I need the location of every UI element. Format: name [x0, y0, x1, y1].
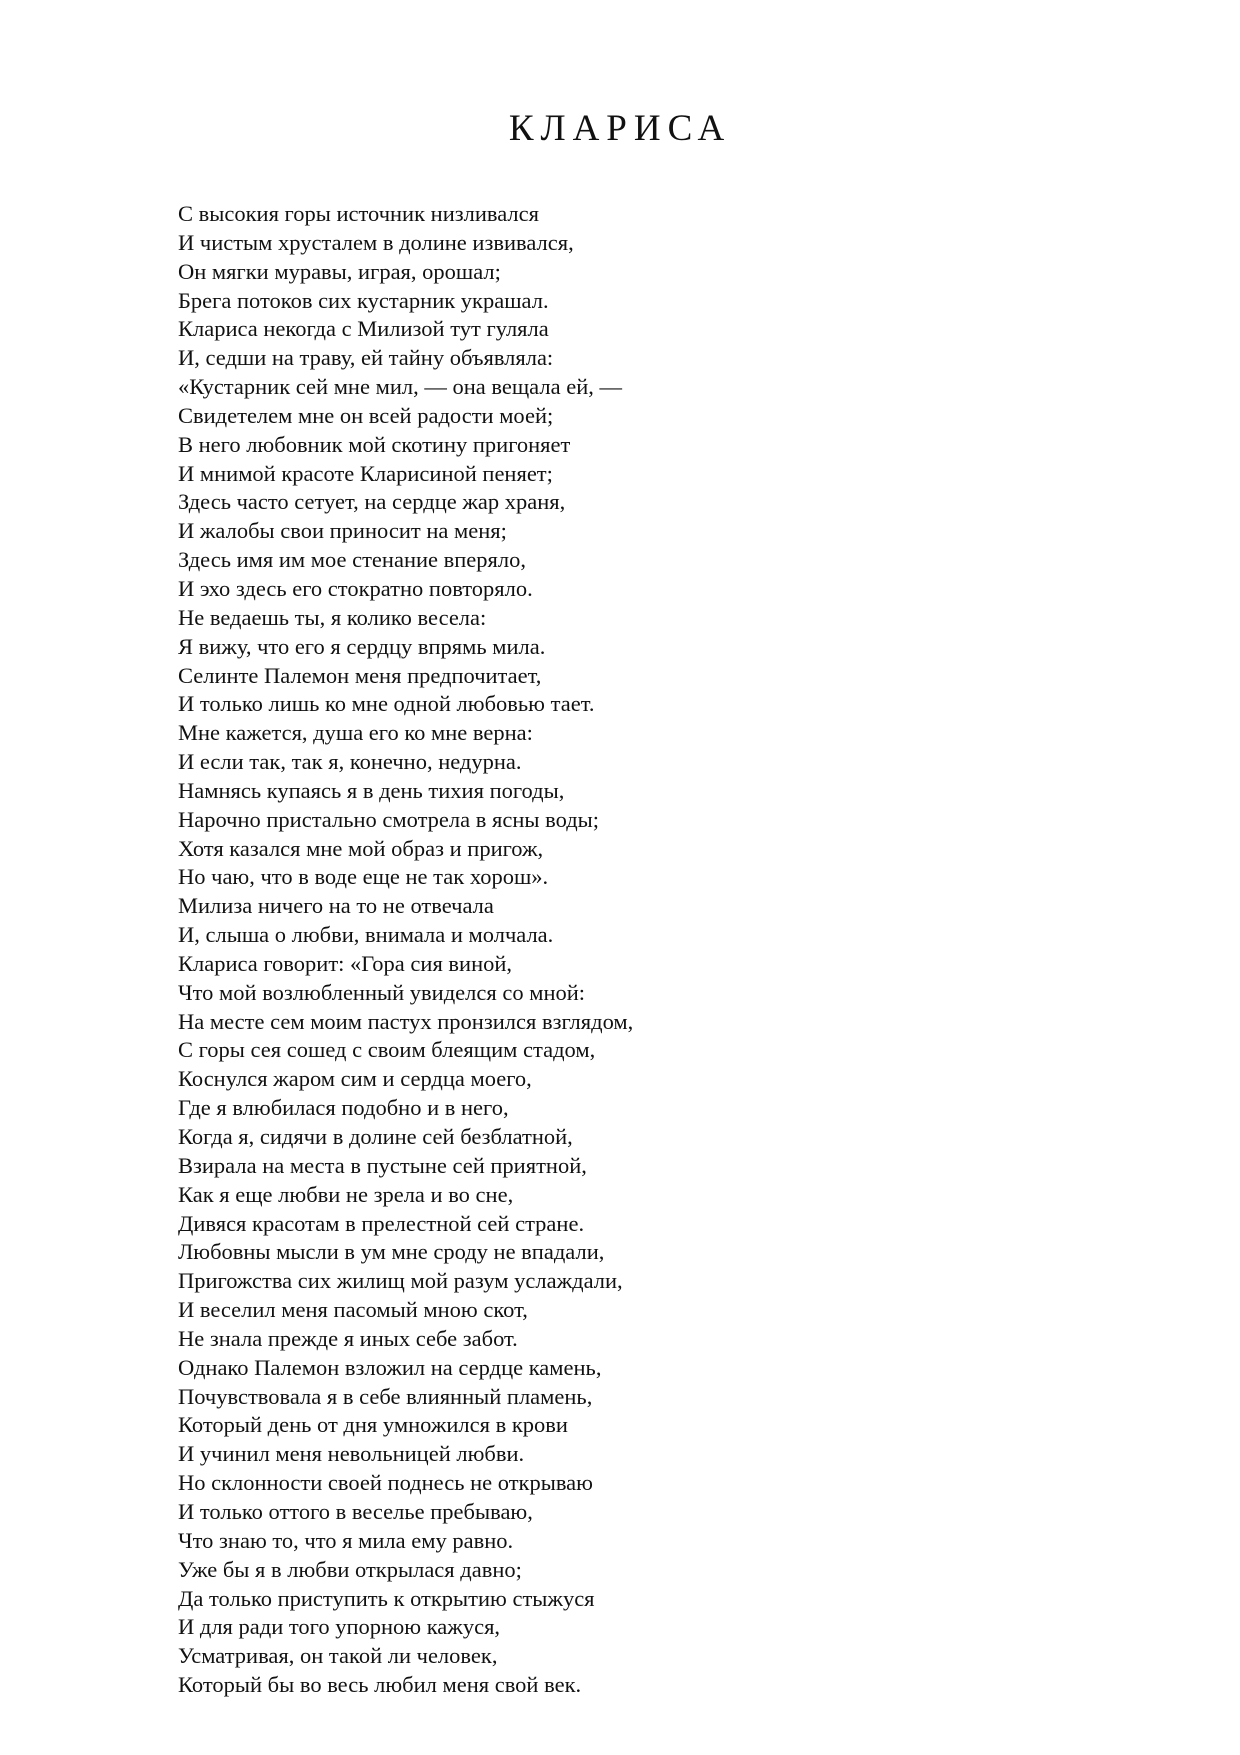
poem-line: Клариса говорит: «Гора сия виной, [178, 950, 513, 976]
poem-line: Что знаю то, что я мила ему равно. [178, 1527, 514, 1553]
poem-line: Намнясь купаясь я в день тихия погоды, [178, 777, 565, 803]
poem-line: В него любовник мой скотину пригоняет [178, 431, 571, 457]
poem-line: И эхо здесь его стократно повторяло. [178, 575, 533, 601]
poem-line: Да только приступить к открытию стыжуся [178, 1585, 595, 1611]
poem-line: И только оттого в веселье пребываю, [178, 1498, 533, 1524]
poem-line: Здесь имя им мое стенание вперяло, [178, 547, 526, 573]
poem-line: И если так, так я, конечно, недурна. [178, 749, 522, 775]
poem-line: Свидетелем мне он всей радости моей; [178, 402, 554, 428]
poem-line: Усматривая, он такой ли человек, [178, 1643, 498, 1669]
poem-line: Уже бы я в любви открылася давно; [178, 1556, 522, 1582]
poem-line: Мне кажется, душа его ко мне верна: [178, 720, 533, 746]
poem-line: Селинте Палемон меня предпочитает, [178, 662, 542, 688]
poem-line: И, слыша о любви, внимала и молчала. [178, 922, 554, 948]
poem-line: Я вижу, что его я сердцу впрямь мила. [178, 633, 546, 659]
poem-line: Брега потоков сих кустарник украшал. [178, 287, 549, 313]
poem-line: И только лишь ко мне одной любовью тает. [178, 691, 595, 717]
poem-line: И для ради того упорною кажуся, [178, 1614, 501, 1640]
poem-line: И, седши на траву, ей тайну объявляла: [178, 345, 554, 371]
poem-line: Он мягки муравы, играя, орошал; [178, 258, 501, 284]
poem-line: Хотя казался мне мой образ и пригож, [178, 835, 544, 861]
poem-line: Нарочно пристально смотрела в ясны воды; [178, 806, 600, 832]
poem-line: И веселил меня пасомый мною скот, [178, 1297, 528, 1323]
poem-line: Когда я, сидячи в долине сей безблатной, [178, 1124, 573, 1149]
poem-line: Но склонности своей поднесь не открываю [178, 1470, 593, 1496]
poem-line: Не знала прежде я иных себе забот. [178, 1325, 518, 1351]
poem-line: Почувствовала я в себе влиянный пламень, [178, 1383, 593, 1409]
poem-line: Любовны мысли в ум мне сроду не впадали, [178, 1239, 605, 1265]
poem-line: И учинил меня невольницей любви. [178, 1441, 525, 1467]
poem-line: Который день от дня умножился в крови [178, 1412, 568, 1438]
poem-line: Где я влюбилася подобно и в него, [178, 1095, 509, 1121]
poem-line: Коснулся жаром сим и сердца моего, [178, 1066, 532, 1092]
poem-line: Но чаю, что в воде еще не так хорош». [178, 864, 549, 890]
poem-line: Однако Палемон взложил на сердце камень, [178, 1354, 602, 1380]
poem-line: Который бы во весь любил меня свой век. [178, 1672, 582, 1698]
poem-line: «Кустарник сей мне мил, — она вещала ей, — [178, 374, 622, 400]
poem-line: На месте сем моим пастух пронзился взглядом, [178, 1008, 634, 1034]
poem-line: Милиза ничего на то не отвечала [178, 893, 494, 919]
poem-line: И чистым хрусталем в долине извивался, [178, 229, 574, 255]
poem-line: С высокия горы источник низливался [178, 201, 539, 226]
poem-line: Не ведаешь ты, я колико весела: [178, 604, 487, 630]
poem-line: Взирала на места в пустыне сей приятной, [178, 1152, 587, 1178]
poem-line: С горы сея сошед с своим блеящим стадом, [178, 1037, 596, 1063]
poem-title: КЛАРИСА [508, 108, 732, 149]
poem-line: Как я еще любви не зрела и во сне, [178, 1181, 514, 1207]
poem-line: Клариса некогда с Милизой тут гуляла [178, 316, 549, 342]
poem-line: Здесь часто сетует, на сердце жар храня, [178, 489, 566, 515]
poem-line: Пригожства сих жилищ мой разум услаждали, [178, 1268, 623, 1294]
poem-body [178, 200, 633, 1700]
poem-line: И мнимой красоте Кларисиной пеняет; [178, 460, 553, 486]
poem-line: И жалобы свои приносит на меня; [178, 518, 507, 544]
poem-line: Дивяся красотам в прелестной сей стране. [178, 1210, 585, 1236]
poem-line: Что мой возлюбленный увиделся со мной: [178, 979, 586, 1005]
